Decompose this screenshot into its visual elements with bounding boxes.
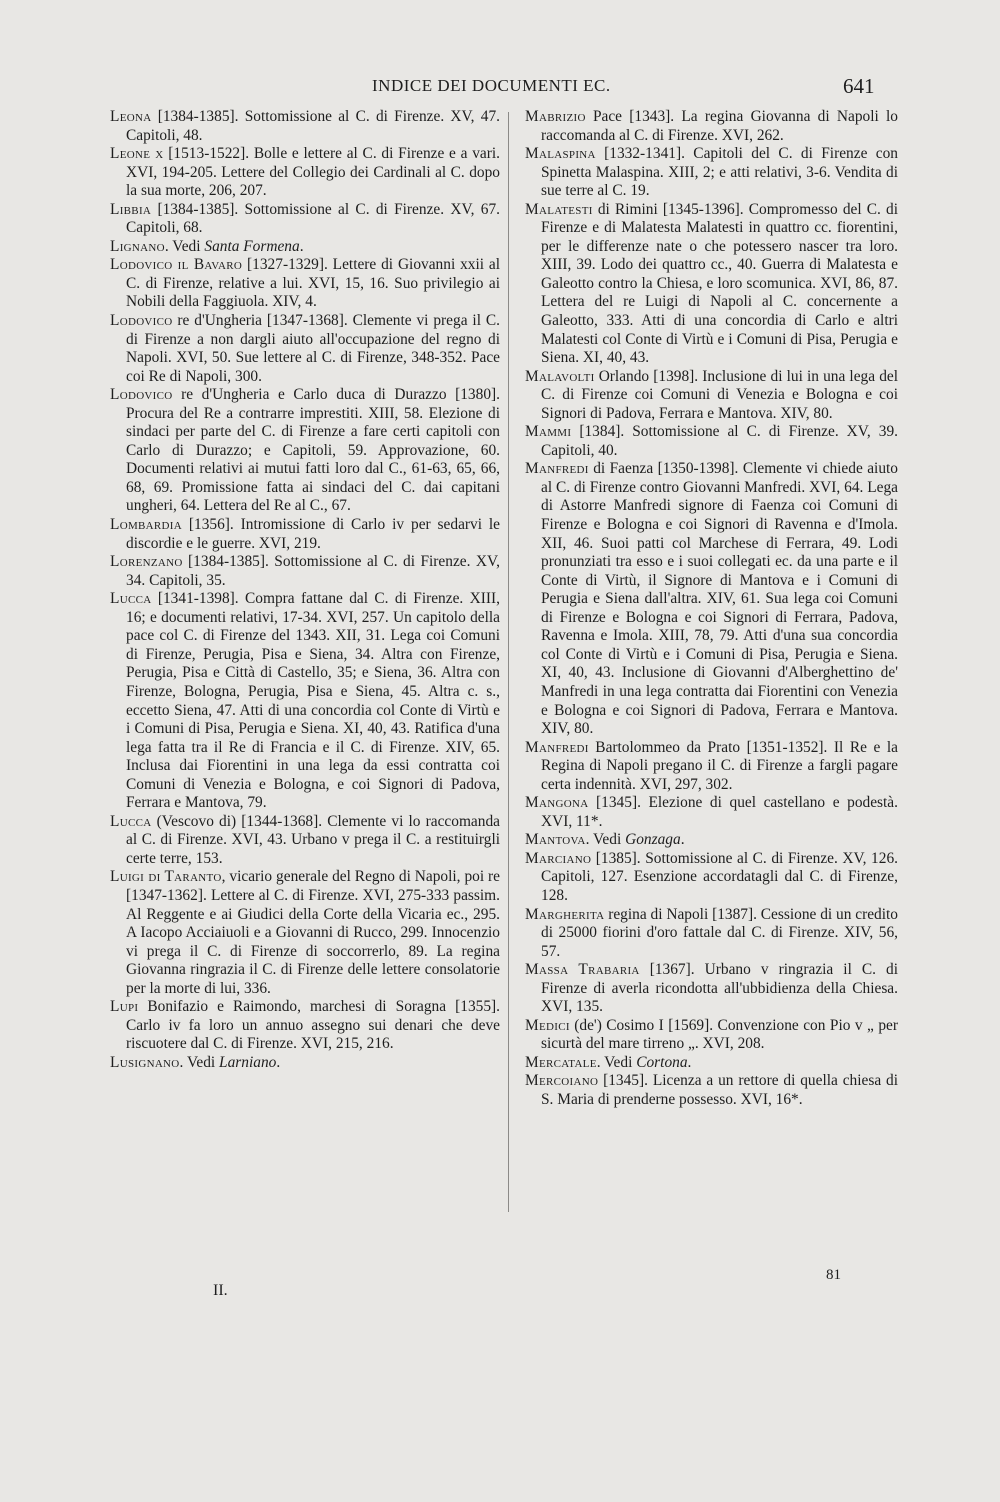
entry-text: [1384]. Sottomissione al C. di Firenze. XV, 39. Capitoli, 40. bbox=[541, 423, 898, 459]
entry-text: Bonifazio e Raimondo, marchesi di Soragna [1355]. Carlo iv fa loro un annuo assegno sui denari che deve riscuotere dal C. di Firenze. XVI, 215, 216. bbox=[126, 998, 500, 1053]
index-entry bbox=[110, 553, 500, 590]
entry-heading: Mammi bbox=[525, 423, 572, 441]
entry-heading: Medici bbox=[525, 1016, 570, 1034]
entry-heading: Lorenzano bbox=[110, 553, 183, 571]
entry-text: [1384-1385]. Sottomissione al C. di Firenze. XV, 47. Capitoli, 48. bbox=[126, 108, 500, 144]
column-divider bbox=[508, 112, 509, 1212]
entry-text: Pace [1343]. La regina Giovanna di Napoli lo raccomanda al C. di Firenze. XVI, 262. bbox=[541, 108, 898, 144]
entry-text: . Vedi bbox=[585, 831, 626, 849]
entry-text: [1384-1385]. Sottomissione al C. di Firenze. XV, 34. Capitoli, 35. bbox=[126, 553, 500, 589]
entry-heading: Lignano bbox=[110, 237, 165, 255]
entry-text: . Vedi bbox=[596, 1053, 637, 1071]
index-entry bbox=[525, 850, 898, 906]
entry-cross-reference: Cortona bbox=[636, 1053, 688, 1071]
entry-heading: Lodovico bbox=[110, 386, 173, 404]
entry-text: [1356]. Intromissione di Carlo iv per sedarvi le discordie e le guerre. XVI, 219. bbox=[126, 516, 500, 552]
entry-heading: Lucca bbox=[110, 812, 152, 830]
entry-heading: Lusignano bbox=[110, 1053, 180, 1071]
entry-text: [1341-1398]. Compra fattane dal C. di Firenze. XIII, 16; e documenti relativi, 17-34. XVI, 257. Un capitolo della pace col C. di Firenze del 1343. XII, 31. Lega coi Comuni di Firenze, Perugia, Pisa e Siena, 34. Altra con Firenze, Perugia, Pisa e Città di Castello, 35; e Siena, 36. Altra con Firenze, Bologna, Perugia, Pisa e Siena, 45. Altra c. s., eccetto Siena, 47. Atti di una concordia col Conte di Virtù e i Comuni di Pisa, Perugia e Siena. XI, 40, 43. Ratifica d'una lega fatta tra il Re di Francia e il C. di Firenze. XIV, 65. Inclusa dai Fiorentini in una lega da essi contratta coi Comuni di Venezia e Bologna, e coi Signori di Padova, Ferrara e Mantova, 79. bbox=[126, 590, 500, 812]
entry-text: di Faenza [1350-1398]. Clemente vi chiede aiuto al C. di Firenze contro Giovanni Manfredi. XVI, 64. Lega di Astorre Manfredi signore di Faenza coi Comuni di Firenze e Bologna e coi Signori di Ravenna e d'Imola. XII, 46. Suoi patti col Marchese di Ferrara, 49. Lodi pronunziati tra esso e i suoi collegati ec. da una parte e il Conte di Virtù, il Signore di Mantova e i Comuni di Perugia e Siena dall'altra. XIV, 61. Sua lega coi Comuni di Firenze e Bologna e coi Signori di Ferrara, Padova, Ravenna e Imola. XIII, 78, 79. Atti d'una sua concordia col Conte di Virtù e i Comuni di Pisa, Perugia e Siena. XI, 40, 43. Inclusione di Giovanni d'Alberghettino de' Manfredi in una lega contratta dai Fiorentini con Venezia e Bologna e coi Signori di Padova, Ferrara e Mantova. XIV, 80. bbox=[541, 460, 898, 738]
index-entry bbox=[110, 590, 500, 813]
entry-heading: Lodovico il Bavaro bbox=[110, 256, 243, 274]
index-entry bbox=[110, 516, 500, 553]
entry-heading: Malaspina bbox=[525, 145, 596, 163]
entry-text: (Vescovo di) [1344-1368]. Clemente vi lo raccomanda al C. di Firenze. XVI, 43. Urbano v prega il C. a restituirgli certe terre, 153. bbox=[126, 812, 500, 867]
entry-heading: Manfredi bbox=[525, 460, 589, 478]
entry-text: di Rimini [1345-1396]. Compromesso del C. di Firenze e di Malatesta Malatesti in quattro cc. fiorentini, per le differenze nate o che potessero nascer tra loro. XIII, 39. Lodo dei quattro cc., 40. Guerra di Malatesta e Galeotto contro la Chiesa, e loro scomunica. XVI, 86, 87. Lettera del re Luigi di Napoli al C. concernente a Galeotto, 333. Atti di una concordia di Carlo e altri Malatesti col Conte di Virtù e i Comuni di Pisa, Perugia e Siena. XI, 40, 43. bbox=[541, 200, 898, 367]
entry-heading: Mangona bbox=[525, 794, 589, 812]
running-title: INDICE DEI DOCUMENTI EC. bbox=[372, 76, 611, 95]
signature-mark-right: 81 bbox=[826, 1267, 841, 1283]
index-entry bbox=[525, 739, 898, 795]
entry-heading: Manfredi bbox=[525, 738, 589, 756]
index-entry bbox=[525, 201, 898, 368]
entry-text: Bartolommeo da Prato [1351-1352]. Il Re e la Regina di Napoli pregano il C. di Firenze a fargli pagare certa indennità. XVI, 297, 302. bbox=[541, 738, 898, 793]
entry-heading: Mabrizio bbox=[525, 108, 586, 125]
index-entry bbox=[525, 1072, 898, 1109]
index-entry bbox=[525, 961, 898, 1017]
index-entry bbox=[110, 813, 500, 869]
entry-heading: Mantova bbox=[525, 831, 586, 849]
entry-heading: Leone x bbox=[110, 145, 164, 163]
entry-text: [1367]. Urbano v ringrazia il C. di Firenze di averla ricondotta all'ubbidienza della Chiesa. XVI, 135. bbox=[541, 961, 899, 1016]
index-entry bbox=[525, 831, 898, 850]
index-entry bbox=[110, 386, 500, 516]
entry-text: . Vedi bbox=[164, 237, 205, 255]
entry-heading: Lodovico bbox=[110, 312, 173, 330]
index-entry bbox=[525, 1054, 898, 1073]
entry-heading: Mercatale bbox=[525, 1053, 597, 1071]
entry-tail: . bbox=[680, 831, 685, 849]
entry-heading: Mercoiano bbox=[525, 1072, 599, 1090]
index-entry bbox=[110, 238, 500, 257]
entry-heading: Malatesti bbox=[525, 200, 593, 218]
index-entry bbox=[525, 794, 898, 831]
signature-mark-left: II. bbox=[213, 1282, 228, 1299]
page-header bbox=[0, 74, 1000, 104]
index-entry bbox=[110, 868, 500, 998]
index-entry bbox=[525, 906, 898, 962]
index-entry bbox=[110, 256, 500, 312]
entry-text: [1327-1329]. Lettere di Giovanni xxii al C. di Firenze, relative a lui. XVI, 15, 16. Suo privilegio ai Nobili della Faggiuola. XIV, 4. bbox=[126, 256, 500, 311]
entry-heading: Marciano bbox=[525, 849, 592, 867]
index-entry bbox=[525, 368, 898, 424]
index-entry bbox=[110, 145, 500, 201]
index-entry bbox=[110, 998, 500, 1054]
entry-heading: Lombardia bbox=[110, 516, 182, 534]
entry-text: Orlando [1398]. Inclusione di lui in una lega del C. di Firenze coi Comuni di Venezia e Bologna e coi Signori di Padova, Ferrara e Mantova. XIV, 80. bbox=[541, 367, 898, 422]
entry-text: re d'Ungheria e Carlo duca di Durazzo [1380]. Procura del Re a contrarre imprestiti. XIII, 58. Elezione di sindaci per parte del C. di Firenze a fare certi capitoli con Carlo di Durazzo; e Capitoli, 59. Approvazione, 60. Documenti relativi ai mutui fatti loro dal C., 61-63, 65, 66, 68, 69. Promissione fatta ai sindaci del C. dai capitani ungheri, 64. Lettera del Re al C., 67. bbox=[126, 386, 500, 515]
entry-text: . Vedi bbox=[179, 1053, 220, 1071]
entry-cross-reference: Gonzaga bbox=[625, 831, 681, 849]
entry-heading: Libbia bbox=[110, 200, 152, 218]
entry-heading: Malavolti bbox=[525, 367, 595, 385]
index-entry bbox=[525, 145, 898, 201]
index-entry bbox=[525, 423, 898, 460]
entry-tail: . bbox=[299, 237, 304, 255]
index-entry bbox=[110, 201, 500, 238]
entry-heading: Luigi di Taranto bbox=[110, 868, 222, 886]
entry-text: regina di Napoli [1387]. Cessione di un credito di 25000 fiorini d'oro fattale dal C. di Firenze. XIV, 56, 57. bbox=[541, 905, 898, 960]
entry-cross-reference: Santa Formena bbox=[204, 237, 300, 255]
index-entry bbox=[525, 460, 898, 738]
entry-tail: . bbox=[276, 1053, 281, 1071]
entry-heading: Leona bbox=[110, 108, 152, 125]
index-entry bbox=[525, 1017, 898, 1054]
left-column bbox=[110, 108, 500, 1072]
index-entry bbox=[110, 108, 500, 145]
index-entry bbox=[525, 108, 898, 145]
page-number: 641 bbox=[843, 74, 875, 98]
right-column bbox=[525, 108, 898, 1110]
entry-heading: Massa Trabaria bbox=[525, 961, 640, 979]
index-entry bbox=[110, 1054, 500, 1073]
entry-text: [1345]. Licenza a un rettore di quella chiesa di S. Maria di prenderne possesso. XVI, 16*. bbox=[541, 1072, 898, 1108]
entry-text: re d'Ungheria [1347-1368]. Clemente vi prega il C. di Firenze a non dargli aiuto all'occupazione del regno di Napoli. XVI, 50. Sue lettere al C. di Firenze, 348-352. Pace coi Re di Napoli, 300. bbox=[126, 312, 500, 385]
entry-heading: Lupi bbox=[110, 998, 139, 1016]
entry-text: [1385]. Sottomissione al C. di Firenze. XV, 126. Capitoli, 127. Esenzione accordatagli dal C. di Firenze, 128. bbox=[541, 849, 898, 904]
entry-tail: . bbox=[687, 1053, 692, 1071]
entry-text: [1513-1522]. Bolle e lettere al C. di Firenze e a vari. XVI, 194-205. Lettere del Collegio dei Cardinali al C. dopo la sua morte, 206, 207. bbox=[126, 145, 500, 200]
entry-heading: Margherita bbox=[525, 905, 605, 923]
entry-text: (de') Cosimo I [1569]. Convenzione con Pio v „ per sicurtà del mare tirreno „. XVI, 208. bbox=[541, 1016, 898, 1053]
entry-text: [1345]. Elezione di quel castellano e podestà. XVI, 11*. bbox=[541, 794, 898, 830]
entry-cross-reference: Larniano bbox=[219, 1053, 277, 1071]
index-entry bbox=[110, 312, 500, 386]
entry-heading: Lucca bbox=[110, 590, 152, 608]
entry-text: [1332-1341]. Capitoli del C. di Firenze con Spinetta Malaspina. XIII, 2; e atti relativi, 3-6. Vendita di sue terre al C. 19. bbox=[541, 145, 898, 200]
entry-text: , vicario generale del Regno di Napoli, poi re [1347-1362]. Lettere al C. di Firenze. XVI, 275-333 passim. Al Reggente e ai Giudici della Corte della Vicaria ec., 295. A Iacopo Acciaiuoli e a Giovanni di Rucco, 299. Innocenzio vi prega il C. di Firenze di soccorrerlo, 89. La regina Giovanna ringrazia il C. di Firenze delle lettere consolatorie per la morte di lui, 336. bbox=[126, 868, 500, 997]
entry-text: [1384-1385]. Sottomissione al C. di Firenze. XV, 67. Capitoli, 68. bbox=[126, 200, 500, 237]
